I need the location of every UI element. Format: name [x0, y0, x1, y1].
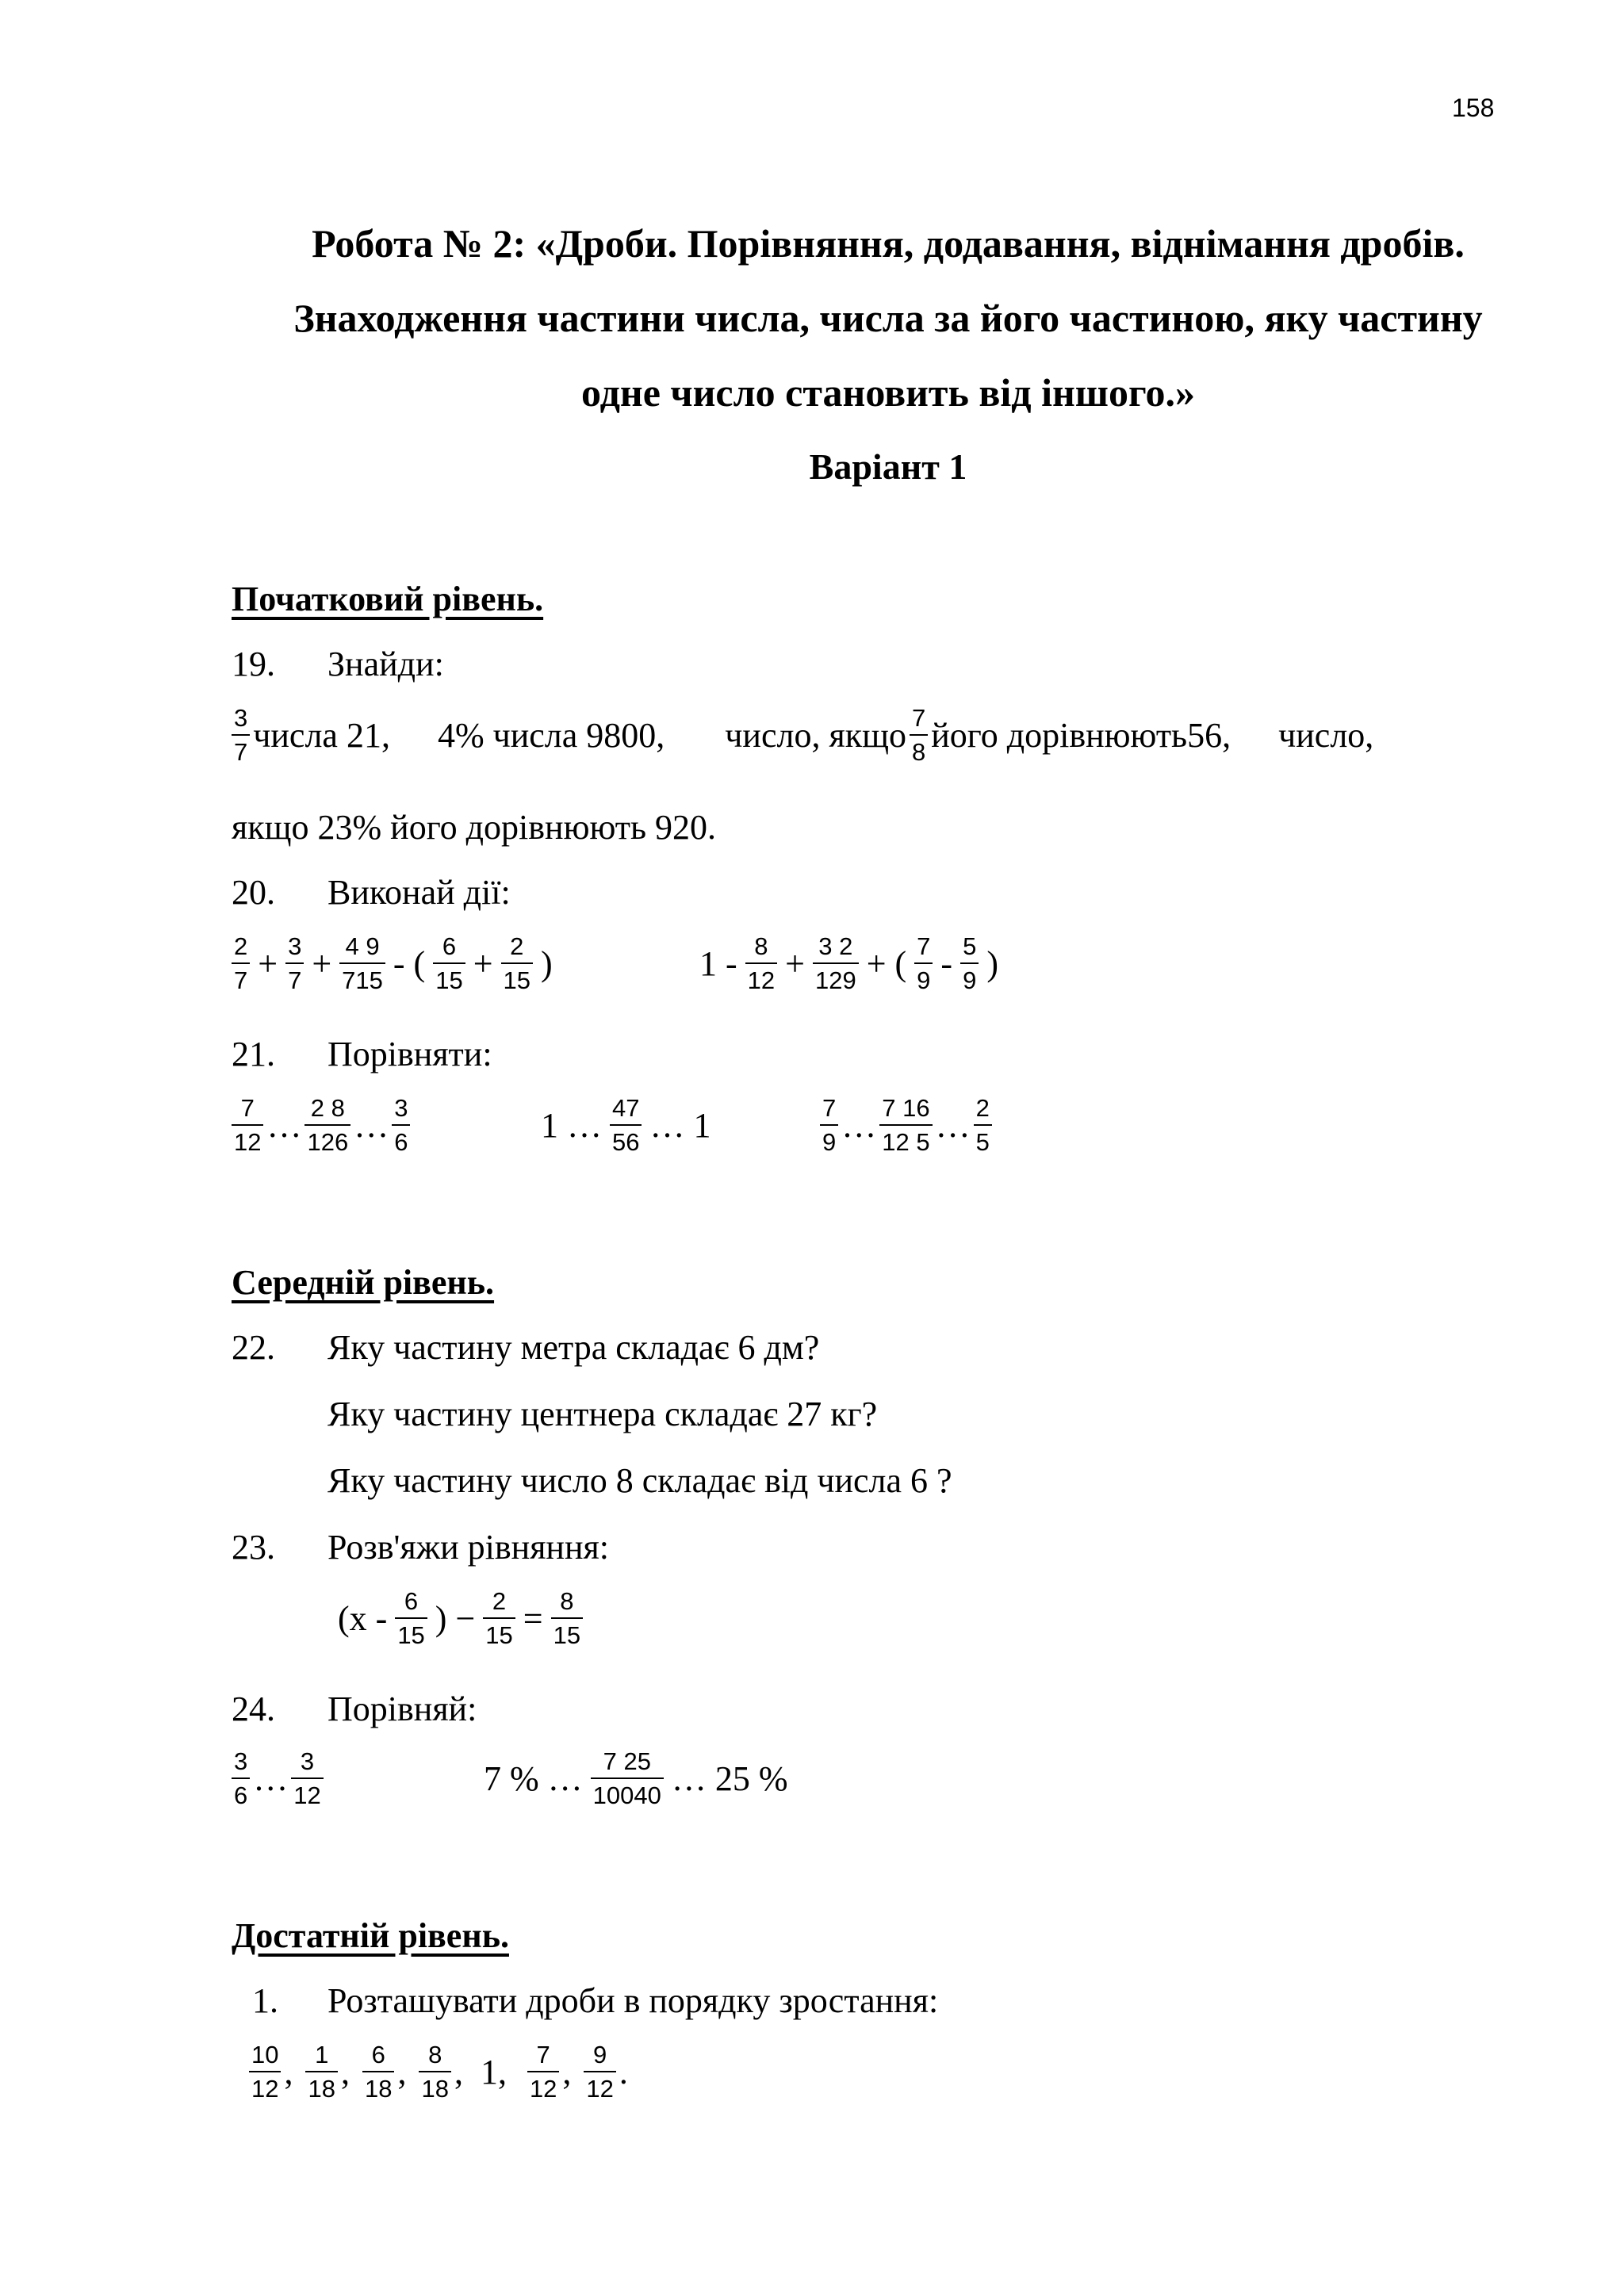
- fraction: $\frac{7}{8}$: [910, 706, 928, 764]
- fraction: $\frac{2}{5}$: [974, 1096, 992, 1154]
- fraction: $\frac{3}{7}$: [285, 934, 304, 993]
- task-22-line-3: Яку частину число 8 складає від числа 6 ?: [327, 1461, 952, 1500]
- title-line-2: Знаходження частини числа, числа за його частиною, яку частину: [293, 296, 1483, 340]
- task-20-label: Виконай дії:: [327, 873, 511, 912]
- task-20-number: 20.: [232, 873, 275, 912]
- fraction: $\frac{8}{15}$: [551, 1589, 583, 1647]
- title-line-1: Робота № 2: «Дроби. Порівняння, додавання, віднімання дробів.: [312, 221, 1465, 266]
- fraction: $\frac{4 9}{715}$: [339, 934, 385, 993]
- task-22-line-1: Яку частину метра складає 6 дм?: [327, 1328, 820, 1367]
- fraction: $\frac{7 16}{12 5}$: [879, 1096, 932, 1154]
- fraction: $\frac{6}{15}$: [433, 934, 465, 993]
- task-24-comparison-2: 7 % … $\frac{7 25}{10040}$ … 25 %: [484, 1747, 788, 1809]
- task-20-expression-1: $\frac{2}{7}$ + $\frac{3}{7}$ + $\frac{4 9}{715}$ - ( $\frac{6}{15}$ + $\frac{2}{15}$ ): [228, 934, 557, 993]
- task-19-item-5: число,: [1278, 715, 1374, 755]
- task-19-item-3: число, якщо: [725, 715, 906, 755]
- fraction: $\frac{7}{9}$: [820, 1096, 838, 1154]
- section-header-sufficient: Достатній рівень.: [232, 1916, 509, 1955]
- fraction: $\frac{3}{6}$: [232, 1749, 250, 1808]
- task-1-label: Розташувати дроби в порядку зростання:: [327, 1981, 939, 2020]
- fraction: $\frac{2}{15}$: [483, 1589, 515, 1647]
- task-24-comparison-1: $\frac{3}{6}$ … $\frac{3}{12}$: [228, 1749, 327, 1808]
- task-21-comparison-3: $\frac{7}{9}$ … $\frac{7 16}{12 5}$ … $\frac{2}{5}$: [817, 1096, 995, 1154]
- fraction: $\frac{5}{9}$: [960, 934, 979, 993]
- fraction: $\frac{3}{12}$: [291, 1749, 323, 1808]
- task-21-number: 21.: [232, 1035, 275, 1073]
- fraction: $\frac{1}{18}$: [305, 2042, 337, 2101]
- page-number: 158: [1452, 94, 1495, 122]
- task-19-number: 19.: [232, 645, 275, 683]
- task-23-label: Розв'яжи рівняння:: [327, 1528, 609, 1567]
- fraction: $\frac{8}{18}$: [419, 2042, 450, 2101]
- fraction: $\frac{7}{12}$: [527, 2042, 559, 2101]
- task-22-line-2: Яку частину центнера складає 27 кг?: [327, 1395, 878, 1433]
- task-19-item-4: його дорівнюють56,: [931, 715, 1231, 755]
- section-header-initial: Початковий рівень.: [232, 580, 544, 618]
- fraction: $\frac{2}{15}$: [501, 934, 533, 993]
- section-header-middle: Середній рівень.: [232, 1263, 495, 1302]
- fraction: $\frac{7}{12}$: [232, 1096, 263, 1154]
- task-20-expression-2: 1 - $\frac{8}{12}$ + $\frac{3 2}{129}$ + ( $\frac{7}{9}$ - $\frac{5}{9}$ ): [699, 932, 998, 994]
- fraction: $\frac{7}{9}$: [914, 934, 933, 993]
- fraction: $\frac{3}{6}$: [392, 1096, 410, 1154]
- task-23-equation: (x - $\frac{6}{15}$ ) − $\frac{2}{15}$ = $\frac{8}{15}$: [333, 1589, 586, 1647]
- fraction: $\frac{7 25}{10040}$: [591, 1749, 664, 1808]
- variant-label: Варіант 1: [809, 446, 967, 487]
- task-23-number: 23.: [232, 1528, 275, 1567]
- task-1-number: 1.: [252, 1981, 278, 2020]
- fraction: $\frac{3}{7}$: [232, 706, 250, 764]
- fraction: $\frac{3 2}{129}$: [813, 934, 859, 993]
- task-19-item-2: 4% числа 9800,: [437, 715, 665, 755]
- task-19-item-1: числа 21,: [253, 715, 390, 755]
- task-21-comparison-1: $\frac{7}{12}$ … $\frac{2 8}{126}$ … $\frac{3}{6}$: [228, 1096, 413, 1154]
- fraction: $\frac{47}{56}$: [610, 1096, 642, 1154]
- task-21-label: Порівняти:: [327, 1035, 492, 1073]
- fraction: $\frac{8}{12}$: [745, 934, 777, 993]
- fraction: $\frac{2}{7}$: [232, 934, 250, 993]
- task-1-fraction-list: $\frac{10}{12}$ , $\frac{1}{18}$ , $\frac{6}{18}$ , $\frac{8}{18}$ , 1 , $\frac{7}{12}$ , $\frac{9}{12}$ .: [246, 2042, 628, 2101]
- fraction: $\frac{6}{18}$: [362, 2042, 394, 2101]
- task-21-comparison-2: 1 … $\frac{47}{56}$ … 1: [541, 1094, 711, 1156]
- task-24-label: Порівняй:: [327, 1689, 477, 1728]
- fraction: $\frac{10}{12}$: [249, 2042, 281, 2101]
- task-22-number: 22.: [232, 1328, 275, 1367]
- task-19-label: Знайди:: [327, 645, 444, 683]
- fraction: $\frac{6}{15}$: [395, 1589, 427, 1647]
- task-19-line-2: якщо 23% його дорівнюють 920.: [232, 808, 717, 847]
- task-19-line-1: [228, 706, 1373, 764]
- fraction: $\frac{9}{12}$: [584, 2042, 615, 2101]
- title-line-3: одне число становить від іншого.»: [581, 370, 1195, 415]
- fraction: $\frac{2 8}{126}$: [304, 1096, 350, 1154]
- task-24-number: 24.: [232, 1689, 275, 1728]
